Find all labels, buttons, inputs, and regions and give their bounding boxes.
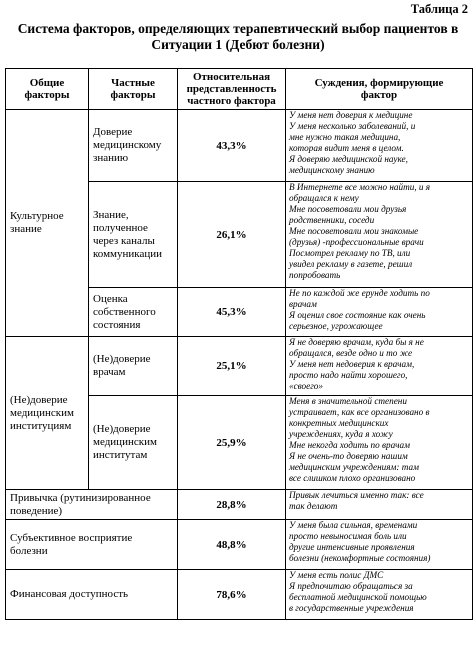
quote-line: Я не очень-то доверяю нашим <box>289 451 408 461</box>
factors-table <box>5 68 473 620</box>
percentage-cell: 28,8% <box>178 490 286 520</box>
quote-line: просто надо найти хорошего, <box>289 370 408 380</box>
quote-line: Мне некогда ходить по врачам <box>289 440 410 450</box>
quote-line: (друзья) -профессиональные врачи <box>289 237 424 247</box>
judgements-cell <box>286 570 473 620</box>
general-factor-line: институциям <box>10 419 72 432</box>
general-factor-line: Финансовая доступность <box>10 588 129 600</box>
quote-line: Меня в значительной степени <box>289 396 407 406</box>
percentage-cell: 25,1% <box>178 337 286 396</box>
general-factor-line: медицинским <box>10 406 74 419</box>
factor-line: через каналы <box>93 234 155 247</box>
quote-line: обращался к нему <box>289 193 359 203</box>
quote-line: Мне посоветовали мои знакомые <box>289 226 419 236</box>
factor-line: Знание, <box>93 208 129 221</box>
factor-line: состояния <box>93 318 141 331</box>
quote-line: медицинскому знанию <box>289 165 375 175</box>
title-line: Ситуации 1 (Дебют болезни) <box>151 37 325 52</box>
quote-line: Посмотрел рекламу по ТВ, или <box>289 248 411 258</box>
quote-line: Не по каждой же ерунде ходить по <box>289 288 430 298</box>
quote-line: У меня нет доверия к медицине <box>289 110 413 120</box>
particular-factor-cell <box>89 337 178 396</box>
factor-line: медицинским <box>93 436 157 448</box>
header-line: Суждения, формирующие <box>314 77 444 89</box>
header-line: Относительная <box>192 71 271 83</box>
header-line: факторы <box>110 89 156 101</box>
header-row <box>6 69 473 110</box>
judgements-cell <box>286 110 473 182</box>
quote-line: У меня несколько заболеваний, и <box>289 121 416 131</box>
percentage-cell: 48,8% <box>178 520 286 570</box>
percentage-cell: 45,3% <box>178 288 286 337</box>
particular-factor-cell <box>89 110 178 182</box>
factor-line: знанию <box>93 152 129 164</box>
header-line: Частные <box>111 77 155 89</box>
quote-line: У меня была сильная, временами <box>289 520 418 530</box>
general-factor-cell <box>6 570 178 620</box>
general-factor-line: (Не)доверие <box>10 393 68 406</box>
particular-factor-cell <box>89 182 178 288</box>
particular-factor-cell <box>89 288 178 337</box>
general-factor-line: Привычка (рутинизированное <box>10 491 151 504</box>
general-factor-cell <box>6 520 178 570</box>
quote-line: Я предпочитаю обращаться за <box>289 581 413 591</box>
quote-line: У меня есть полис ДМС <box>289 570 384 580</box>
quote-line: В Интернете все можно найти, и я <box>289 182 431 192</box>
table-number: Таблица 2 <box>410 2 468 16</box>
header-line: представленность <box>186 83 277 95</box>
quote-line: родственники, соседи <box>289 215 375 225</box>
quote-line: попробовать <box>289 270 341 280</box>
factor-line: (Не)доверие <box>93 353 151 365</box>
quote-line: другие интенсивные проявления <box>289 542 415 552</box>
general-factor-cell <box>6 110 89 337</box>
percentage-cell: 78,6% <box>178 570 286 620</box>
factor-line: коммуникации <box>93 247 162 260</box>
quote-line: все слишком плохо организовано <box>289 473 416 483</box>
quote-line: «своего» <box>289 381 323 391</box>
table-title <box>0 21 476 53</box>
general-factor-line: Субъективное восприятие <box>10 531 133 544</box>
quote-line: Я оценил свое состояние как очень <box>289 310 426 320</box>
percentage-cell: 26,1% <box>178 182 286 288</box>
general-factor-cell <box>6 490 178 520</box>
quote-line: учреждениях, куда я хожу <box>289 429 393 439</box>
header-particular-factors <box>89 69 178 110</box>
factor-line: Доверие <box>93 126 133 138</box>
factor-line: (Не)доверие <box>93 423 151 435</box>
judgements-cell <box>286 288 473 337</box>
quote-line: болезни (некомфортные состояния) <box>289 553 431 563</box>
factor-line: Оценка <box>93 292 128 305</box>
quote-line: в государственные учреждения <box>289 603 414 613</box>
quote-line: Мне посоветовали мои друзья <box>289 204 407 214</box>
quote-line: увидел рекламу в газете, решил <box>289 259 413 269</box>
quote-line: конкретных медицинских <box>289 418 389 428</box>
quote-line: Я не доверяю врачам, куда бы я не <box>289 337 424 347</box>
general-factor-line: Культурное <box>10 210 64 222</box>
factor-line: полученное <box>93 221 148 234</box>
header-general-factors <box>6 69 89 110</box>
judgements-cell <box>286 490 473 520</box>
table-row <box>6 520 473 570</box>
header-line: частного фактора <box>187 95 276 107</box>
header-line: фактор <box>360 89 398 101</box>
particular-factor-cell <box>89 396 178 490</box>
quote-line: У меня нет недоверия к врачам, <box>289 359 415 369</box>
quote-line: Я доверяю медицинской науке, <box>289 154 408 164</box>
percentage-cell: 43,3% <box>178 110 286 182</box>
quote-line: мне нужно такая медицина, <box>289 132 401 142</box>
quote-line: медицинским учреждениям: там <box>289 462 419 472</box>
quote-line: врачам <box>289 299 317 309</box>
title-line: Система факторов, определяющих терапевтический выбор пациентов в <box>17 21 459 36</box>
table-row <box>6 490 473 520</box>
general-factor-line: знание <box>10 223 42 235</box>
quote-line: просто невыносимая боль или <box>289 531 407 541</box>
factor-line: собственного <box>93 305 156 318</box>
quote-line: устраивает, как все организовано в <box>289 407 430 417</box>
quote-line: Привык лечиться именно так: все <box>289 490 424 500</box>
quote-line: так делают <box>289 501 338 511</box>
judgements-cell <box>286 396 473 490</box>
percentage-cell: 25,9% <box>178 396 286 490</box>
general-factor-line: болезни <box>10 544 48 557</box>
quote-line: которая видит меня в целом. <box>289 143 404 153</box>
header-representation <box>178 69 286 110</box>
table-row <box>6 337 473 396</box>
table-row <box>6 110 473 182</box>
header-line: факторы <box>24 89 70 101</box>
factor-line: медицинскому <box>93 139 162 151</box>
general-factor-line: поведение) <box>10 504 63 517</box>
table-row <box>6 570 473 620</box>
judgements-cell <box>286 337 473 396</box>
general-factor-cell <box>6 337 89 490</box>
factor-line: институтам <box>93 449 148 461</box>
quote-line: серьезное, угрожающее <box>289 321 383 331</box>
quote-line: обращался, везде одно и то же <box>289 348 413 358</box>
header-line: Общие <box>29 77 65 89</box>
quote-line: бесплатной медицинской помощью <box>289 592 427 602</box>
header-judgements <box>286 69 473 110</box>
factor-line: врачам <box>93 366 126 378</box>
judgements-cell <box>286 520 473 570</box>
judgements-cell <box>286 182 473 288</box>
